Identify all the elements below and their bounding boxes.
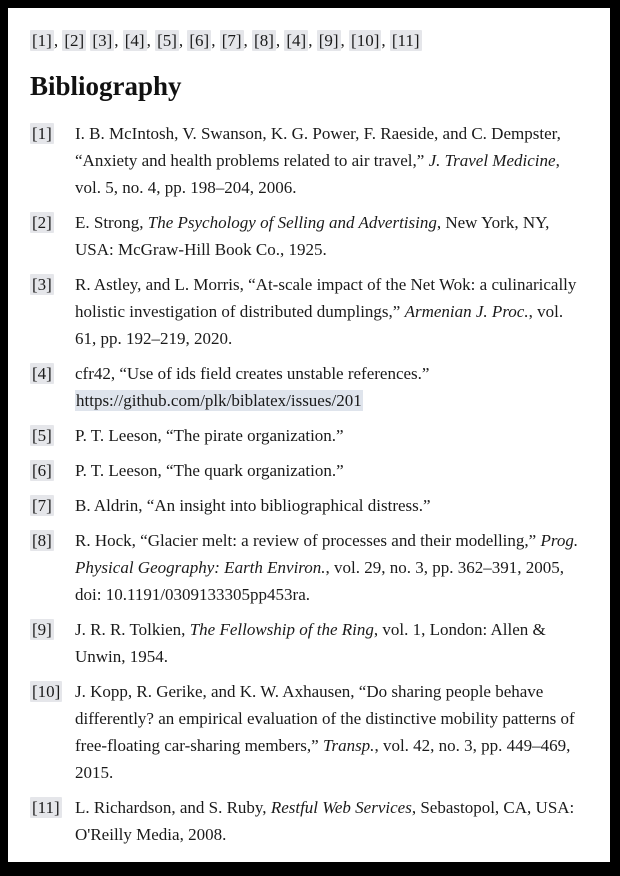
entry-label[interactable]: [10] bbox=[32, 682, 61, 701]
entry-label[interactable]: [11] bbox=[32, 798, 60, 817]
bibliography-entry bbox=[30, 678, 582, 786]
entry-text bbox=[75, 271, 582, 352]
citation-ref[interactable]: [2] bbox=[64, 31, 85, 50]
bibliography-entry bbox=[30, 616, 582, 670]
entry-label-cell bbox=[30, 120, 75, 147]
bibliography-list bbox=[30, 120, 582, 848]
citation-ref[interactable]: [11] bbox=[391, 31, 420, 50]
entry-text-segment: , vol. 5, no. 4, pp. 198–204, 2006. bbox=[75, 151, 560, 197]
entry-label-cell bbox=[30, 527, 75, 554]
bibliography-entry bbox=[30, 527, 582, 608]
entry-label[interactable]: [2] bbox=[32, 213, 52, 232]
citation-ref[interactable]: [8] bbox=[254, 31, 274, 50]
entry-label[interactable]: [1] bbox=[32, 124, 52, 143]
entry-text-segment: R. Astley, and L. Morris, “At-scale impact of the Net Wok: a culinarically holistic investigation of distributed dumplings,” bbox=[75, 275, 577, 321]
entry-label-cell bbox=[30, 271, 75, 298]
entry-text bbox=[75, 360, 582, 414]
bibliography-entry bbox=[30, 457, 582, 484]
bibliography-entry bbox=[30, 794, 582, 848]
entry-title-italic: Restful Web Services bbox=[270, 798, 412, 817]
entry-text-segment: E. Strong, bbox=[75, 213, 148, 232]
citation-ref[interactable]: [6] bbox=[189, 31, 210, 50]
entry-label[interactable]: [6] bbox=[32, 461, 52, 480]
citation-line: [1] , [2] [3] , [4] , [5] , [6] , [7] , [8] , [4] , [9] , [10] , [11] bbox=[32, 31, 420, 50]
entry-text-segment: P. T. Leeson, “The quark organization.” bbox=[75, 461, 344, 480]
entry-label-cell bbox=[30, 616, 75, 643]
entry-title-italic: J. Travel Medicine bbox=[428, 151, 556, 170]
entry-label-cell bbox=[30, 492, 75, 519]
entry-text bbox=[75, 794, 582, 848]
entry-title-italic: The Psychology of Selling and Advertising bbox=[147, 213, 437, 232]
entry-label-cell bbox=[30, 457, 75, 484]
entry-text bbox=[75, 527, 582, 608]
citation-ref[interactable]: [7] bbox=[221, 31, 242, 50]
entry-text-segment: R. Hock, “Glacier melt: a review of processes and their modelling,” bbox=[75, 531, 541, 550]
entry-title-italic: Transp. bbox=[322, 736, 375, 755]
citation-ref[interactable]: [9] bbox=[318, 31, 339, 50]
entry-label[interactable]: [4] bbox=[32, 364, 52, 383]
entry-text-segment: J. R. R. Tolkien, bbox=[75, 620, 190, 639]
bibliography-entry bbox=[30, 360, 582, 414]
bibliography-entry bbox=[30, 492, 582, 519]
entry-text-segment: cfr42, “Use of ids field creates unstable references.” bbox=[75, 364, 430, 383]
citation-ref[interactable]: [10] bbox=[351, 31, 380, 50]
entry-label[interactable]: [3] bbox=[32, 275, 52, 294]
entry-text-segment: , vol. 1, London: Allen & Unwin, 1954. bbox=[75, 620, 546, 666]
bibliography-entry bbox=[30, 209, 582, 263]
entry-text bbox=[75, 422, 582, 449]
citation-ref[interactable]: [3] bbox=[92, 31, 113, 50]
entry-text bbox=[75, 457, 582, 484]
entry-text bbox=[75, 616, 582, 670]
entry-text-segment: , New York, NY, USA: McGraw-Hill Book Co., 1925. bbox=[75, 213, 550, 259]
entry-label[interactable]: [7] bbox=[32, 496, 52, 515]
entry-text-segment: J. Kopp, R. Gerike, and K. W. Axhausen, “Do sharing people behave differently? an empirical evaluation of the distinctive mobility patterns of free-floating car-sharing members,” bbox=[75, 682, 575, 755]
entry-label-cell bbox=[30, 794, 75, 821]
entry-text bbox=[75, 120, 582, 201]
entry-text-segment: , vol. 42, no. 3, pp. 449–469, 2015. bbox=[75, 736, 571, 782]
bibliography-entry bbox=[30, 120, 582, 201]
bibliography-heading: Bibliography bbox=[30, 71, 182, 101]
entry-text-segment: B. Aldrin, “An insight into bibliographical distress.” bbox=[75, 496, 431, 515]
page-content bbox=[8, 8, 610, 848]
entry-label[interactable]: [8] bbox=[32, 531, 52, 550]
entry-text bbox=[75, 678, 582, 786]
entry-title-italic: Prog. Physical Geography: Earth Environ. bbox=[75, 531, 579, 577]
citation-ref[interactable]: [1] bbox=[32, 31, 52, 50]
entry-text bbox=[75, 492, 582, 519]
bibliography-entry bbox=[30, 271, 582, 352]
entry-label-cell bbox=[30, 209, 75, 236]
entry-text-segment: I. B. McIntosh, V. Swanson, K. G. Power, F. Raeside, and C. Dempster, “Anxiety and health problems related to air travel,” bbox=[75, 124, 561, 170]
entry-label-cell bbox=[30, 422, 75, 449]
entry-label-cell bbox=[30, 678, 75, 705]
entry-text-segment: , vol. 61, pp. 192–219, 2020. bbox=[75, 302, 564, 348]
entry-label-cell bbox=[30, 360, 75, 387]
citation-ref[interactable]: [5] bbox=[157, 31, 177, 50]
entry-text-segment: , vol. 29, no. 3, pp. 362–391, 2005, doi: 10.1191/0309133305pp453ra. bbox=[75, 558, 565, 604]
entry-text bbox=[75, 209, 582, 263]
entry-title-italic: Armenian J. Proc. bbox=[404, 302, 529, 321]
entry-text-segment: P. T. Leeson, “The pirate organization.” bbox=[75, 426, 344, 445]
entry-text-segment: L. Richardson, and S. Ruby, bbox=[75, 798, 271, 817]
entry-title-italic: The Fellowship of the Ring bbox=[189, 620, 374, 639]
entry-link[interactable]: https://github.com/plk/biblatex/issues/201 bbox=[76, 391, 362, 410]
pdf-page bbox=[8, 8, 610, 862]
citation-ref[interactable]: [4] bbox=[286, 31, 307, 50]
entry-label[interactable]: [5] bbox=[32, 426, 52, 445]
entry-text-segment: , Sebastopol, CA, USA: O'Reilly Media, 2008. bbox=[75, 798, 575, 844]
bibliography-entry bbox=[30, 422, 582, 449]
entry-label[interactable]: [9] bbox=[32, 620, 52, 639]
citation-ref[interactable]: [4] bbox=[124, 31, 145, 50]
